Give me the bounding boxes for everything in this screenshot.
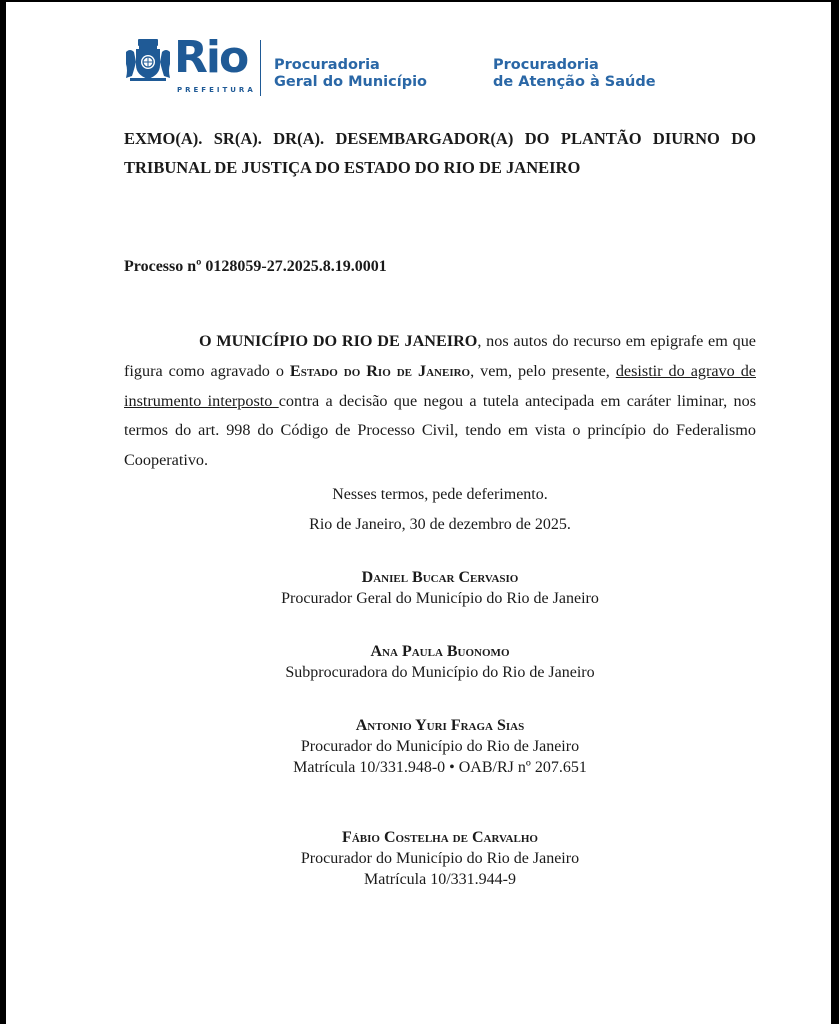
body-text-1: , nos autos do recurso em epigrafe em que figura como agravado o bbox=[124, 332, 756, 380]
underlined-request: desistir do agravo de instrumento interposto bbox=[124, 361, 756, 410]
org-pas-line1: Procuradoria bbox=[493, 57, 599, 73]
logo-wordmark: Rio bbox=[174, 32, 248, 83]
signatory-registration: Matrícula 10/331.944-9 bbox=[364, 871, 516, 888]
signatory-title: Procurador Geral do Município do Rio de Janeiro bbox=[281, 590, 599, 607]
closing-place-date: Rio de Janeiro, 30 de dezembro de 2025. bbox=[309, 516, 571, 533]
signatory-name: Antonio Yuri Fraga Sias bbox=[355, 717, 525, 734]
party-name: O MUNICÍPIO DO RIO DE JANEIRO bbox=[199, 332, 478, 350]
signatory-title: Procurador do Município do Rio de Janeiro bbox=[300, 738, 580, 755]
addressee bbox=[124, 124, 756, 182]
signatory-name: Fábio Costelha de Carvalho bbox=[342, 829, 538, 846]
org-pas bbox=[493, 57, 656, 91]
addressee-line2: TRIBUNAL DE JUSTIÇA DO ESTADO DO RIO DE JANEIRO bbox=[124, 158, 581, 177]
addressee-line1: EXMO(A). SR(A). DR(A). DESEMBARGADOR(A) DO PLANTÃO DIURNO DO bbox=[124, 129, 756, 148]
logo-subtitle: PREFEITURA bbox=[177, 86, 256, 94]
body-text-3: contra a decisão que negou a tutela antecipada em caráter liminar, nos termos do art. 998 do Código de Processo Civil, tendo em vista o princípio do Federalismo Cooperativo. bbox=[124, 391, 756, 470]
coat-of-arms-icon bbox=[124, 38, 172, 82]
body-text-2: , vem, pelo presente, bbox=[470, 361, 616, 380]
org-pgm-line2: Geral do Município bbox=[274, 74, 428, 90]
signatory-name: Daniel Bucar Cervasio bbox=[361, 569, 519, 586]
org-pgm-line1: Procuradoria bbox=[274, 57, 380, 73]
signatory-title: Subprocuradora do Município do Rio de Janeiro bbox=[285, 664, 595, 681]
closing-request: Nesses termos, pede deferimento. bbox=[332, 486, 548, 503]
signatory-2 bbox=[124, 641, 756, 683]
signatory-title: Procurador do Município do Rio de Janeiro bbox=[300, 850, 580, 867]
signatory-registration: Matrícula 10/331.948-0 • OAB/RJ nº 207.651 bbox=[293, 759, 587, 776]
respondent-name: Estado do Rio de Janeiro bbox=[289, 361, 471, 380]
signatory-3 bbox=[124, 715, 756, 778]
signatory-4 bbox=[124, 827, 756, 890]
signatory-1 bbox=[124, 567, 756, 609]
body-paragraph bbox=[124, 327, 756, 476]
org-pas-line2: de Atenção à Saúde bbox=[493, 74, 656, 90]
document-page bbox=[6, 2, 831, 1024]
process-number: Processo nº 0128059-27.2025.8.19.0001 bbox=[124, 258, 387, 275]
signatory-name: Ana Paula Buonomo bbox=[370, 643, 510, 660]
header-divider bbox=[260, 40, 261, 96]
org-pgm bbox=[274, 57, 427, 91]
